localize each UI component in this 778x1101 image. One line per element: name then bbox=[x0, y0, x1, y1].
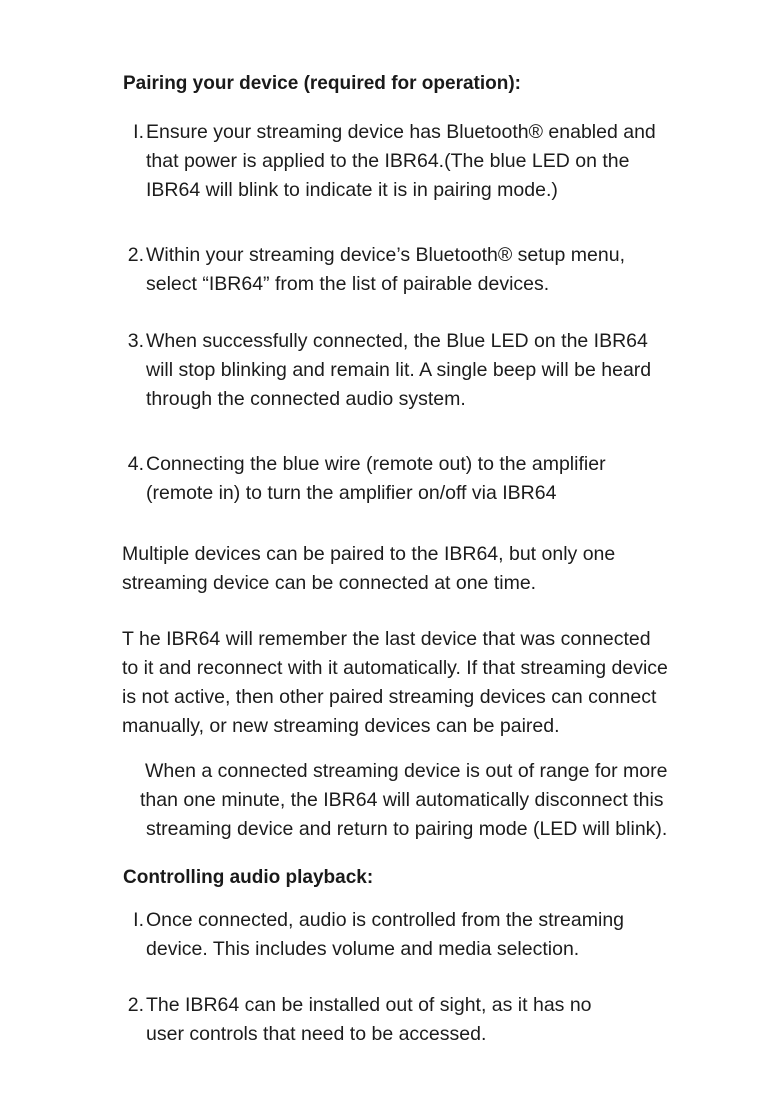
out-of-range-paragraph bbox=[140, 757, 778, 844]
step-text bbox=[146, 991, 746, 1049]
step-line: (remote in) to turn the amplifier on/off via IBR64 bbox=[146, 482, 557, 504]
step-number: 2. bbox=[127, 244, 144, 266]
step-text bbox=[146, 118, 746, 205]
multiple-devices-paragraph bbox=[122, 540, 762, 598]
step-line: Within your streaming device’s Bluetooth® setup menu, bbox=[146, 244, 625, 266]
step-line: user controls that need to be accessed. bbox=[146, 1023, 487, 1045]
step-line: device. This includes volume and media selection. bbox=[146, 938, 580, 960]
step-text bbox=[146, 906, 746, 964]
paragraph-line: T he IBR64 will remember the last device that was connected bbox=[122, 628, 651, 650]
audio-playback-heading: Controlling audio playback: bbox=[123, 867, 374, 888]
paragraph-line: When a connected streaming device is out of range for more bbox=[145, 760, 668, 782]
step-number: 2. bbox=[127, 994, 144, 1016]
step-number: 4. bbox=[127, 453, 144, 475]
step-line: select “IBR64” from the list of pairable devices. bbox=[146, 273, 550, 295]
paragraph-line: Multiple devices can be paired to the IBR64, but only one bbox=[122, 543, 616, 565]
paragraph-line: streaming device can be connected at one time. bbox=[122, 572, 537, 594]
pairing-heading: Pairing your device (required for operation): bbox=[123, 73, 522, 94]
step-line: When successfully connected, the Blue LED on the IBR64 bbox=[146, 330, 648, 352]
reconnect-paragraph bbox=[122, 625, 762, 741]
step-number: 3. bbox=[127, 330, 144, 352]
step-number: I. bbox=[133, 909, 144, 931]
step-line: IBR64 will blink to indicate it is in pairing mode.) bbox=[146, 179, 558, 201]
step-line: The IBR64 can be installed out of sight, as it has no bbox=[146, 994, 592, 1016]
paragraph-line: to it and reconnect with it automatically. If that streaming device bbox=[122, 657, 668, 679]
step-text bbox=[146, 241, 746, 299]
step-text bbox=[146, 327, 746, 414]
step-line: Ensure your streaming device has Bluetooth® enabled and bbox=[146, 121, 656, 143]
paragraph-line: manually, or new streaming devices can be paired. bbox=[122, 715, 560, 737]
step-line: Connecting the blue wire (remote out) to the amplifier bbox=[146, 453, 606, 475]
step-line: will stop blinking and remain lit. A single beep will be heard bbox=[146, 359, 652, 381]
step-line: Once connected, audio is controlled from the streaming bbox=[146, 909, 625, 931]
step-line: that power is applied to the IBR64.(The blue LED on the bbox=[146, 150, 630, 172]
paragraph-line: is not active, then other paired streaming devices can connect bbox=[122, 686, 657, 708]
step-text bbox=[146, 450, 746, 508]
step-line: through the connected audio system. bbox=[146, 388, 466, 410]
paragraph-line: streaming device and return to pairing mode (LED will blink). bbox=[146, 818, 668, 840]
step-number: I. bbox=[133, 121, 144, 143]
paragraph-line: than one minute, the IBR64 will automatically disconnect this bbox=[140, 789, 664, 811]
